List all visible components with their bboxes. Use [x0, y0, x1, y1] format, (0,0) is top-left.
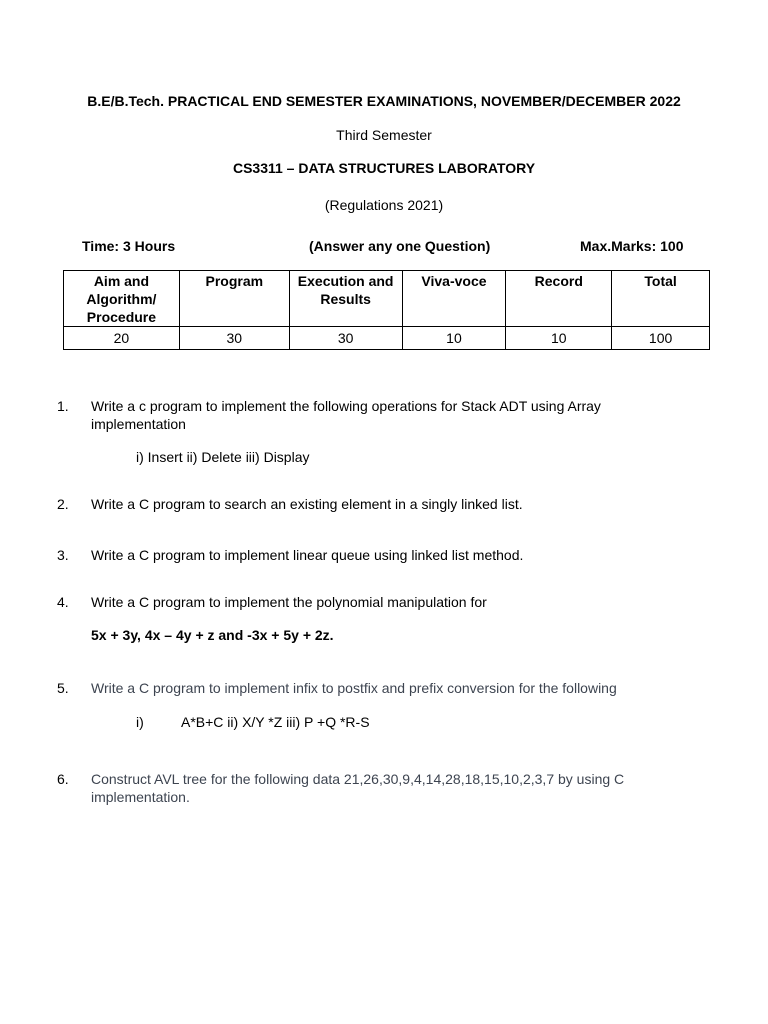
question-text: Construct AVL tree for the following data 21,26,30,9,4,14,28,18,15,10,2,3,7 by using C implementation. [91, 771, 625, 805]
value-cell: 10 [506, 327, 612, 350]
question-number: 3. [57, 547, 69, 563]
course-title: CS3311 – DATA STRUCTURES LABORATORY [232, 160, 536, 176]
question-subtext: i) Insert ii) Delete iii) Display [136, 449, 310, 465]
marks-table [63, 270, 710, 350]
time-label: Time: 3 Hours [82, 238, 176, 254]
question-number: 4. [57, 594, 69, 610]
question-text: Write a C program to search an existing element in a singly linked list. [91, 496, 523, 512]
question-text: Write a C program to implement infix to postfix and prefix conversion for the following [91, 680, 617, 696]
question-subtext: A*B+C ii) X/Y *Z iii) P +Q *R-S [181, 714, 370, 730]
exam-title: B.E/B.Tech. PRACTICAL END SEMESTER EXAMINATIONS, NOVEMBER/DECEMBER 2022 [87, 93, 681, 109]
value-cell: 10 [402, 327, 506, 350]
regulations: (Regulations 2021) [324, 197, 444, 213]
value-cell: 100 [612, 327, 710, 350]
semester: Third Semester [336, 127, 432, 143]
question-number: 1. [57, 398, 69, 414]
question-text: Write a c program to implement the following operations for Stack ADT using Array implementation [91, 398, 601, 432]
value-cell: 30 [289, 327, 402, 350]
instruction-label: (Answer any one Question) [309, 238, 491, 254]
marks-value-row [64, 327, 710, 350]
question-number: 6. [57, 771, 69, 787]
header-cell: Record [506, 271, 612, 327]
header-cell: Viva-voce [402, 271, 506, 327]
question-subtext: 5x + 3y, 4x – 4y + z and -3x + 5y + 2z. [91, 627, 334, 643]
question-number: 2. [57, 496, 69, 512]
header-cell: Program [179, 271, 289, 327]
question-number: 5. [57, 680, 69, 696]
header-cell: Total [612, 271, 710, 327]
header-cell: Aim and Algorithm/ Procedure [64, 271, 180, 327]
question-text: Write a C program to implement linear queue using linked list method. [91, 547, 524, 563]
value-cell: 20 [64, 327, 180, 350]
question-sub-label: i) [136, 714, 144, 730]
question-text: Write a C program to implement the polynomial manipulation for [91, 594, 487, 610]
value-cell: 30 [179, 327, 289, 350]
marks-header-row [64, 271, 710, 327]
max-marks-label: Max.Marks: 100 [580, 238, 684, 254]
header-cell: Execution and Results [289, 271, 402, 327]
